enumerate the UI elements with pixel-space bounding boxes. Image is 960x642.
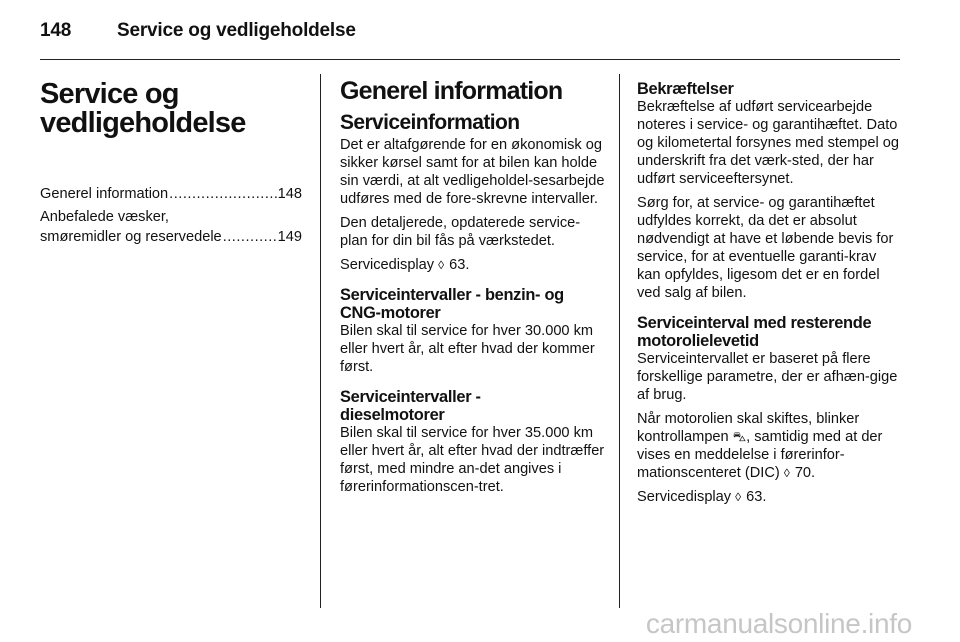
subheading-line1: Serviceintervaller - <box>340 388 481 406</box>
toc-entry-recommended-fluids[interactable] <box>40 207 302 247</box>
reference-text: Servicedisplay <box>637 489 732 505</box>
subheading-line2: dieselmotorer <box>340 406 445 424</box>
paragraph: Bilen skal til service for hver 30.000 km eller hvert år, alt efter hvad der kommer først. <box>340 323 595 375</box>
paragraph: Den detaljerede, opdaterede service-plan for din bil fås på værkstedet. <box>340 215 581 249</box>
page-reference-icon: ◊ <box>438 258 445 272</box>
watermark: carmanualsonline.info <box>645 608 912 639</box>
paragraph-oil-lamp <box>637 410 903 482</box>
subheading-confirmations: Bekræftelser <box>637 80 734 98</box>
paragraph: Det er altafgørende for en økonomisk og sikker kørsel samt for at bilen kan holde sin værdi, at alt vedligeholdel-sesarbejde udføres med de fore-skrevne intervaller. <box>340 137 605 207</box>
text-run: Når motorolien skal skiftes, blinker kontrollampen <box>637 411 860 445</box>
table-of-contents <box>40 184 302 247</box>
section-heading: Generel information <box>340 77 563 105</box>
chapter-title-line2: vedligeholdelse <box>40 107 246 139</box>
subheading-oil-life: Serviceinterval med resterende motorolielevetid <box>637 314 872 350</box>
paragraph: Bilen skal til service for hver 35.000 km eller hvert år, alt efter hvad der indtræffer først, med mindre an-det angives i førerinformationscen-tret. <box>340 425 605 495</box>
oil-can-icon: ⛍ <box>732 429 747 444</box>
cross-reference-paragraph <box>637 488 903 506</box>
column-divider-1 <box>320 74 321 608</box>
subheading-gasoline-intervals: Serviceintervaller - benzin- og CNG-motorer <box>340 286 564 322</box>
toc-entry-general-information[interactable] <box>40 184 302 204</box>
column-divider-2 <box>619 74 620 608</box>
reference-page-link[interactable]: 63. <box>449 257 470 273</box>
reference-page-link[interactable]: 70. <box>794 465 816 481</box>
paragraph: Bekræftelse af udført servicearbejde noteres i service- og garantihæftet. Dato og kilometertal forsynes med stempel og underskrift fra det værk-sted, der har udført serviceeftersynet. <box>637 99 899 187</box>
paragraph: Sørg for, at service- og garantihæftet udfyldes korrekt, da det er absolut nødvendigt at have et løbende bevis for service, for at eventuelle garanti-krav kan opfyldes, ligesom det er en fordel ved salg af bilen. <box>637 195 894 301</box>
page-reference-icon: ◊ <box>783 466 790 480</box>
column-general-information <box>340 74 606 496</box>
toc-entry-label-line1: Anbefalede væsker, <box>40 209 169 225</box>
chapter-title <box>40 80 302 138</box>
toc-entry-label: Generel information <box>40 186 169 202</box>
page-reference-icon: ◊ <box>735 490 742 504</box>
reference-page-link[interactable]: 63. <box>746 489 767 505</box>
toc-entry-page: 148 <box>277 186 302 202</box>
page-number: 148 <box>40 20 72 41</box>
column-confirmations <box>637 74 903 506</box>
reference-text: Servicedisplay <box>340 257 435 273</box>
subsection-heading: Serviceinformation <box>340 111 520 134</box>
running-title: Service og vedligeholdelse <box>117 20 356 41</box>
chapter-title-line1: Service og <box>40 78 179 110</box>
paragraph: Serviceintervallet er baseret på flere forskellige parametre, der er afhæn-gige af brug. <box>637 351 898 403</box>
toc-entry-label-line2: smøremidler og reservedele <box>40 229 222 245</box>
column-toc <box>40 74 302 250</box>
header-rule <box>40 59 900 60</box>
toc-entry-page: 149 <box>277 229 302 245</box>
text-run: , samtidig med at der vises en meddelelse i førerinfor-mationscenteret (DIC) <box>637 429 883 481</box>
toc-leader-dots <box>169 184 276 204</box>
cross-reference-paragraph <box>340 256 606 274</box>
subheading-diesel-intervals <box>340 388 606 424</box>
toc-leader-dots <box>223 227 277 247</box>
